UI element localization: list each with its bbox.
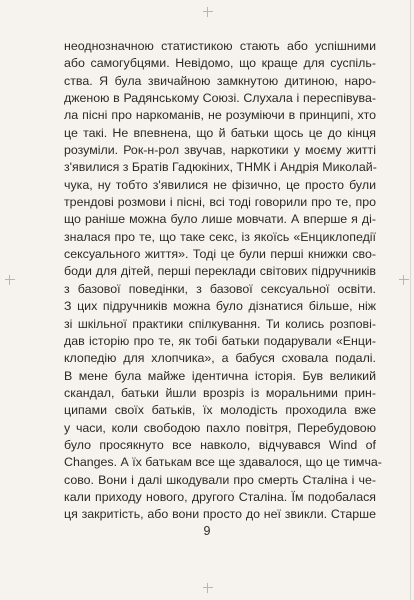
crosshair-mark-icon xyxy=(203,583,213,593)
text-line: клопедію для хлопчика», а бабуся сховала подалі. xyxy=(64,351,376,366)
text-line: В мене була майже ідентична історія. Був великий xyxy=(64,368,376,383)
text-line: сово. Вони і далі шкодували про смерть Сталіна і че- xyxy=(64,472,376,487)
crosshair-mark-icon xyxy=(399,275,409,285)
text-line: скандал, батьки йшли врозріз із моральними прин- xyxy=(64,385,376,400)
page-edge xyxy=(410,0,411,600)
text-line: сексуального життя». Тоді це були перші книжки сво- xyxy=(64,247,376,262)
text-line: ла пісні про наркоманів, не розуміючи в принципі, хто xyxy=(64,108,376,123)
text-line: це такі. Не впевнена, що й батьки щось це до кінця xyxy=(64,125,376,140)
page-number: 9 xyxy=(203,524,211,538)
text-line: з'явилися з Братів Гадюкіних, ТНМК і Андрія Миколай- xyxy=(64,160,377,175)
crosshair-mark-icon xyxy=(203,7,213,17)
text-line: розуміли. Рок-н-рол звучав, наркотики у моєму житті xyxy=(64,143,376,158)
text-line: або самогубцями. Невідомо, що краще для суспіль- xyxy=(64,56,376,71)
text-line: дженою в Радянському Союзі. Слухала і переспівува- xyxy=(64,91,376,106)
text-line: трендові розмови і пісні, всі тоді говорили про те, про xyxy=(64,195,376,210)
text-line: з базової поведінки, з базової сексуальної освіти. xyxy=(64,281,376,296)
text-line: чука, ну тобто з'явилися не фізично, це просто були xyxy=(64,177,376,192)
text-line: З цих підручників можна було дізнатися більше, ніж xyxy=(64,299,376,314)
text-line: що раніше можна було лише мовчати. А вперше я ді- xyxy=(64,212,376,227)
text-line: ципами своїх батьків, їх молодість проходила вже xyxy=(64,403,376,418)
text-line: Changes. А їх батькам все ще здавалося, що це тимча- xyxy=(64,455,382,470)
text-line: зналася про те, що таке секс, із якоїсь «Енциклопедії xyxy=(64,229,376,244)
body-text xyxy=(64,38,382,524)
crosshair-mark-icon xyxy=(5,275,15,285)
text-line: кали приходу нового, другого Сталіна. Їм подобалася xyxy=(64,489,376,504)
text-line: у часи, коли свободою пахло повітря, Перебудовою xyxy=(64,420,376,435)
text-line: неоднозначною статистикою стають або успішними xyxy=(64,39,376,53)
text-line: було просякнуто все навколо, відчувався Wind of xyxy=(64,437,376,452)
text-line: ця закритість, або вони просто до неї звикли. Старше xyxy=(64,507,376,522)
text-line: дав історію про те, як тобі батьки подарували «Енци- xyxy=(64,333,376,348)
text-line: зі шкільної практики спілкування. Ти колись розпові- xyxy=(64,316,376,331)
text-line: ства. Я була звичайною замкнутою дитиною, наро- xyxy=(64,73,376,88)
text-line: боди для дітей, перші переклади світових підручників xyxy=(64,264,376,279)
